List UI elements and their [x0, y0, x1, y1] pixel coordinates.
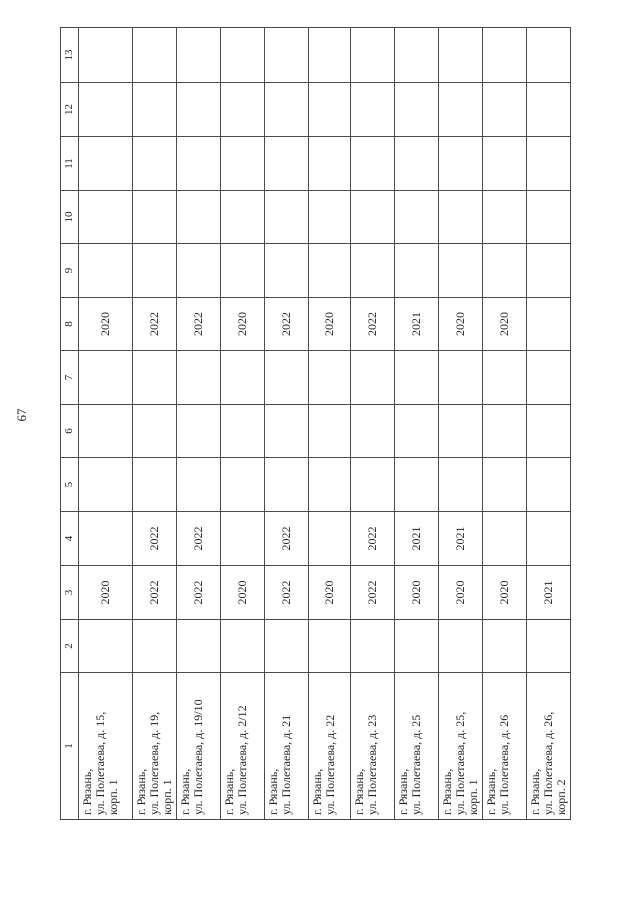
year-cell — [527, 512, 571, 566]
year-cell — [79, 191, 133, 244]
column-header: 6 — [61, 405, 79, 458]
year-cell — [527, 405, 571, 458]
address-cell — [395, 673, 439, 820]
year-cell — [177, 405, 221, 458]
page-number: 67 — [14, 408, 29, 422]
address-cell — [527, 673, 571, 820]
year-cell: 2020 — [309, 566, 351, 620]
address-line: г. Рязань, — [528, 768, 542, 815]
year-cell — [527, 137, 571, 191]
year-cell — [133, 137, 177, 191]
address-line: ул. Полетаева, д. 15, — [93, 711, 107, 815]
year-cell: 2022 — [265, 298, 309, 351]
rotated-table-wrapper — [60, 27, 571, 820]
year-cell — [439, 244, 483, 298]
year-cell — [439, 405, 483, 458]
column-header: 1 — [61, 673, 79, 820]
year-cell — [265, 191, 309, 244]
year-cell — [527, 298, 571, 351]
year-cell — [527, 244, 571, 298]
table-row — [309, 28, 351, 820]
year-cell: 2021 — [395, 298, 439, 351]
year-cell — [309, 512, 351, 566]
address-line: ул. Полетаева, д. 25, — [453, 711, 467, 815]
year-cell: 2020 — [395, 566, 439, 620]
year-cell — [351, 83, 395, 137]
year-cell — [221, 137, 265, 191]
year-cell — [351, 137, 395, 191]
address-line: г. Рязань, — [266, 768, 280, 815]
year-cell — [395, 458, 439, 512]
table-row — [177, 28, 221, 820]
table-row — [351, 28, 395, 820]
year-cell: 2020 — [483, 566, 527, 620]
address-line: г. Рязань, — [222, 768, 236, 815]
address-line: ул. Полетаева, д. 22 — [323, 714, 337, 815]
year-cell — [351, 191, 395, 244]
year-cell — [439, 351, 483, 405]
column-header: 11 — [61, 137, 79, 191]
year-cell — [133, 351, 177, 405]
address-line: г. Рязань, — [396, 768, 410, 815]
year-cell: 2021 — [395, 512, 439, 566]
column-header: 7 — [61, 351, 79, 405]
year-cell — [309, 244, 351, 298]
table-row — [527, 28, 571, 820]
year-cell — [483, 244, 527, 298]
year-cell — [309, 28, 351, 83]
address-line: г. Рязань, — [134, 768, 148, 815]
year-cell — [221, 512, 265, 566]
table-row — [221, 28, 265, 820]
year-cell: 2020 — [483, 298, 527, 351]
year-cell — [177, 28, 221, 83]
year-cell — [351, 244, 395, 298]
address-cell — [351, 673, 395, 820]
year-cell — [133, 28, 177, 83]
year-cell — [221, 620, 265, 673]
table-row — [439, 28, 483, 820]
year-cell — [439, 28, 483, 83]
year-cell — [439, 137, 483, 191]
address-line: ул. Полетаева, д. 21 — [279, 714, 293, 815]
address-line: ул. Полетаева, д. 19, — [147, 711, 161, 815]
year-cell — [221, 28, 265, 83]
address-line: г. Рязань, — [440, 768, 454, 815]
year-cell — [395, 137, 439, 191]
year-cell: 2021 — [527, 566, 571, 620]
address-line: ул. Полетаева, д. 25 — [409, 714, 423, 815]
year-cell — [309, 620, 351, 673]
year-cell — [351, 620, 395, 673]
address-line: корп. 1 — [466, 779, 480, 815]
year-cell — [527, 458, 571, 512]
year-cell — [309, 351, 351, 405]
year-cell — [483, 137, 527, 191]
year-cell: 2022 — [351, 298, 395, 351]
year-cell — [265, 137, 309, 191]
year-cell — [483, 620, 527, 673]
year-cell — [527, 28, 571, 83]
data-table — [60, 27, 571, 820]
year-cell — [309, 83, 351, 137]
address-line: корп. 2 — [554, 779, 568, 815]
year-cell — [221, 458, 265, 512]
year-cell — [79, 351, 133, 405]
year-cell: 2020 — [79, 298, 133, 351]
address-line: корп. 1 — [160, 779, 174, 815]
year-cell — [133, 405, 177, 458]
table-body — [79, 28, 571, 820]
address-cell — [265, 673, 309, 820]
column-header: 12 — [61, 83, 79, 137]
year-cell — [351, 405, 395, 458]
year-cell — [221, 351, 265, 405]
year-cell — [133, 83, 177, 137]
year-cell — [483, 28, 527, 83]
year-cell — [309, 191, 351, 244]
year-cell — [133, 244, 177, 298]
year-cell — [439, 458, 483, 512]
table-row — [79, 28, 133, 820]
column-header: 13 — [61, 28, 79, 83]
year-cell: 2020 — [439, 566, 483, 620]
year-cell — [395, 620, 439, 673]
year-cell — [309, 405, 351, 458]
address-line: корп. 1 — [106, 779, 120, 815]
address-cell — [439, 673, 483, 820]
year-cell — [79, 620, 133, 673]
year-cell — [483, 351, 527, 405]
year-cell — [133, 191, 177, 244]
address-cell — [133, 673, 177, 820]
year-cell — [265, 83, 309, 137]
year-cell — [351, 28, 395, 83]
year-cell — [395, 244, 439, 298]
address-line: г. Рязань, — [178, 768, 192, 815]
column-header: 5 — [61, 458, 79, 512]
year-cell — [265, 351, 309, 405]
address-line: г. Рязань, — [352, 768, 366, 815]
year-cell — [265, 244, 309, 298]
year-cell — [265, 28, 309, 83]
year-cell — [483, 405, 527, 458]
column-header: 10 — [61, 191, 79, 244]
table-header-row — [61, 28, 79, 820]
year-cell — [177, 137, 221, 191]
year-cell — [265, 458, 309, 512]
year-cell — [309, 458, 351, 512]
year-cell: 2022 — [265, 512, 309, 566]
year-cell — [79, 512, 133, 566]
year-cell — [527, 351, 571, 405]
column-header: 4 — [61, 512, 79, 566]
table-row — [133, 28, 177, 820]
column-header: 8 — [61, 298, 79, 351]
year-cell — [177, 244, 221, 298]
address-line: ул. Полетаева, д. 19/10 — [191, 699, 205, 815]
year-cell — [221, 83, 265, 137]
year-cell: 2020 — [439, 298, 483, 351]
year-cell — [79, 28, 133, 83]
column-header: 3 — [61, 566, 79, 620]
year-cell — [395, 83, 439, 137]
year-cell — [133, 620, 177, 673]
year-cell — [177, 191, 221, 244]
year-cell: 2022 — [265, 566, 309, 620]
year-cell: 2020 — [79, 566, 133, 620]
year-cell — [351, 458, 395, 512]
year-cell: 2022 — [351, 566, 395, 620]
address-cell — [177, 673, 221, 820]
address-cell — [221, 673, 265, 820]
year-cell — [79, 405, 133, 458]
year-cell: 2022 — [133, 512, 177, 566]
address-cell — [79, 673, 133, 820]
year-cell — [527, 620, 571, 673]
address-line: ул. Полетаева, д. 26, — [541, 711, 555, 815]
year-cell: 2022 — [177, 566, 221, 620]
address-line: ул. Полетаева, д. 26 — [497, 714, 511, 815]
year-cell — [177, 351, 221, 405]
year-cell — [309, 137, 351, 191]
column-header: 9 — [61, 244, 79, 298]
column-header: 2 — [61, 620, 79, 673]
year-cell — [395, 405, 439, 458]
year-cell — [79, 137, 133, 191]
table-row — [265, 28, 309, 820]
year-cell — [395, 28, 439, 83]
year-cell — [79, 83, 133, 137]
year-cell — [221, 244, 265, 298]
year-cell — [79, 458, 133, 512]
year-cell — [395, 351, 439, 405]
address-line: г. Рязань, — [80, 768, 94, 815]
year-cell — [483, 458, 527, 512]
year-cell: 2020 — [309, 298, 351, 351]
year-cell — [351, 351, 395, 405]
year-cell: 2021 — [439, 512, 483, 566]
table-row — [395, 28, 439, 820]
address-line: ул. Полетаева, д. 2/12 — [235, 705, 249, 815]
year-cell — [177, 458, 221, 512]
address-cell — [483, 673, 527, 820]
year-cell — [439, 191, 483, 244]
year-cell — [395, 191, 439, 244]
year-cell — [483, 191, 527, 244]
year-cell — [79, 244, 133, 298]
year-cell: 2022 — [133, 566, 177, 620]
year-cell — [527, 83, 571, 137]
year-cell — [265, 620, 309, 673]
year-cell — [439, 83, 483, 137]
address-cell — [309, 673, 351, 820]
address-line: ул. Полетаева, д. 23 — [365, 714, 379, 815]
address-line: г. Рязань, — [484, 768, 498, 815]
year-cell: 2022 — [177, 298, 221, 351]
year-cell — [483, 512, 527, 566]
year-cell: 2022 — [351, 512, 395, 566]
year-cell — [527, 191, 571, 244]
year-cell — [133, 458, 177, 512]
year-cell: 2020 — [221, 298, 265, 351]
year-cell — [483, 83, 527, 137]
address-line: г. Рязань, — [310, 768, 324, 815]
year-cell — [177, 620, 221, 673]
year-cell — [177, 83, 221, 137]
year-cell — [439, 620, 483, 673]
year-cell: 2022 — [177, 512, 221, 566]
year-cell: 2022 — [133, 298, 177, 351]
year-cell — [221, 191, 265, 244]
table-row — [483, 28, 527, 820]
year-cell — [265, 405, 309, 458]
year-cell: 2020 — [221, 566, 265, 620]
year-cell — [221, 405, 265, 458]
